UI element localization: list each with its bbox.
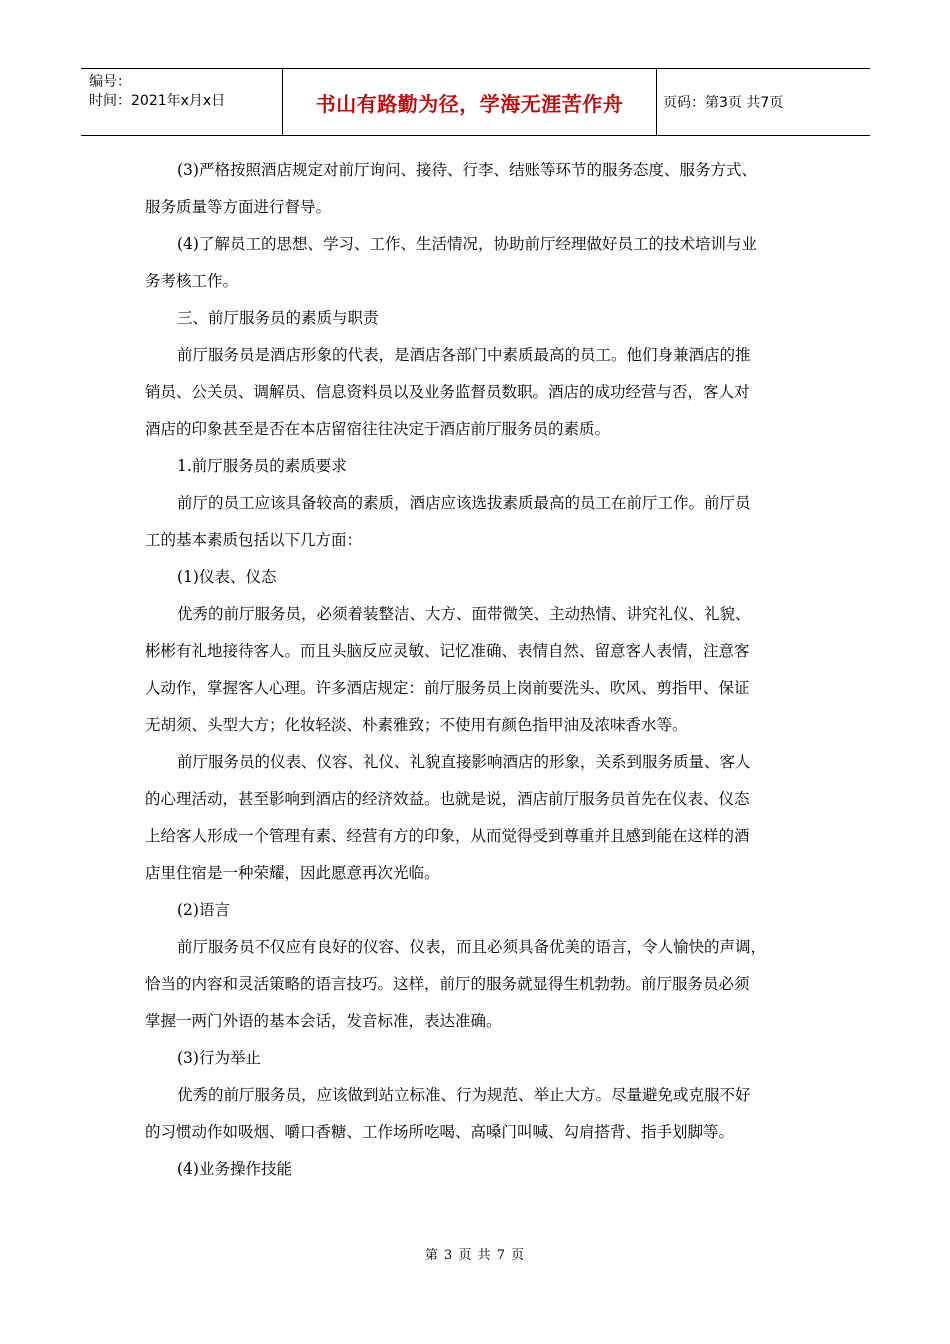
text-line: 优秀的前厅服务员，必须着装整洁、大方、面带微笑、主动热情、讲究礼仪、礼貌、 [177,605,751,623]
document-date: 时间：2021年x月x日 [89,93,226,109]
text-line: 上给客人形成一个管理有素、经营有方的印象，从而觉得受到尊重并且感到能在这样的酒 [145,827,750,845]
text-line: 前厅的员工应该具备较高的素质，酒店应该选拔素质最高的员工在前厅工作。前厅员 [177,494,751,512]
header-motto: 书山有路勤为径，学海无涯苦作舟 [283,69,657,135]
text-line: 前厅服务员不仅应有良好的仪容、仪表，而且必须具备优美的语言，令人愉快的声调， [177,938,767,956]
text-line: 人动作，掌握客人心理。许多酒店规定：前厅服务员上岗前要洗头、吹风、剪指甲、保证 [145,679,750,697]
text-line: (4)业务操作技能 [177,1160,292,1178]
header-page-info: 页码：第3页 共7页 [663,95,784,111]
text-line: 1.前厅服务员的素质要求 [177,457,347,475]
text-line: 前厅服务员的仪表、仪容、礼仪、礼貌直接影响酒店的形象，关系到服务质量、客人 [177,753,751,771]
document-code-label: 编号： [89,74,131,90]
text-line: 的心理活动，甚至影响到酒店的经济效益。也就是说，酒店前厅服务员首先在仪表、仪态 [145,790,750,808]
text-line: 彬彬有礼地接待客人。而且头脑反应灵敏、记忆准确、表情自然、留意客人表情，注意客 [145,642,750,660]
document-body [145,152,805,1188]
text-line: 优秀的前厅服务员，应该做到站立标准、行为规范、举止大方。尽量避免或克服不好 [177,1086,751,1104]
page-footer: 第 3 页 共 7 页 [424,1248,526,1263]
header-meta [81,69,283,135]
text-line: 恰当的内容和灵活策略的语言技巧。这样，前厅的服务就显得生机勃勃。前厅服务员必须 [145,975,750,993]
text-line: 务考核工作。 [145,272,239,290]
text-line: 酒店的印象甚至是否在本店留宿往往决定于酒店前厅服务员的素质。 [145,420,611,438]
text-line: 工的基本素质包括以下几方面： [145,531,363,549]
text-line: 的习惯动作如吸烟、嚼口香糖、工作场所吃喝、高嗓门叫喊、勾肩搭背、指手划脚等。 [145,1123,735,1141]
text-line: 服务质量等方面进行督导。 [145,198,332,216]
text-line: (3)行为举止 [177,1049,261,1067]
text-line: 店里住宿是一种荣耀，因此愿意再次光临。 [145,864,440,882]
text-line: 销员、公关员、调解员、信息资料员以及业务监督员数职。酒店的成功经营与否，客人对 [145,383,750,401]
page-header [81,68,870,136]
text-line: (3)严格按照酒店规定对前厅询问、接待、行李、结账等环节的服务态度、服务方式、 [177,161,757,179]
text-line: 无胡须、头型大方；化妆轻淡、朴素雅致；不使用有颜色指甲油及浓味香水等。 [145,716,688,734]
text-line: 前厅服务员是酒店形象的代表，是酒店各部门中素质最高的员工。他们身兼酒店的推 [177,346,751,364]
text-line: 三、前厅服务员的素质与职责 [177,309,379,327]
text-line: 掌握一两门外语的基本会话，发音标准，表达准确。 [145,1012,502,1030]
text-line: (1)仪表、仪态 [177,568,277,586]
text-line: (4)了解员工的思想、学习、工作、生活情况，协助前厅经理做好员工的技术培训与业 [177,235,757,253]
text-line: (2)语言 [177,901,230,919]
